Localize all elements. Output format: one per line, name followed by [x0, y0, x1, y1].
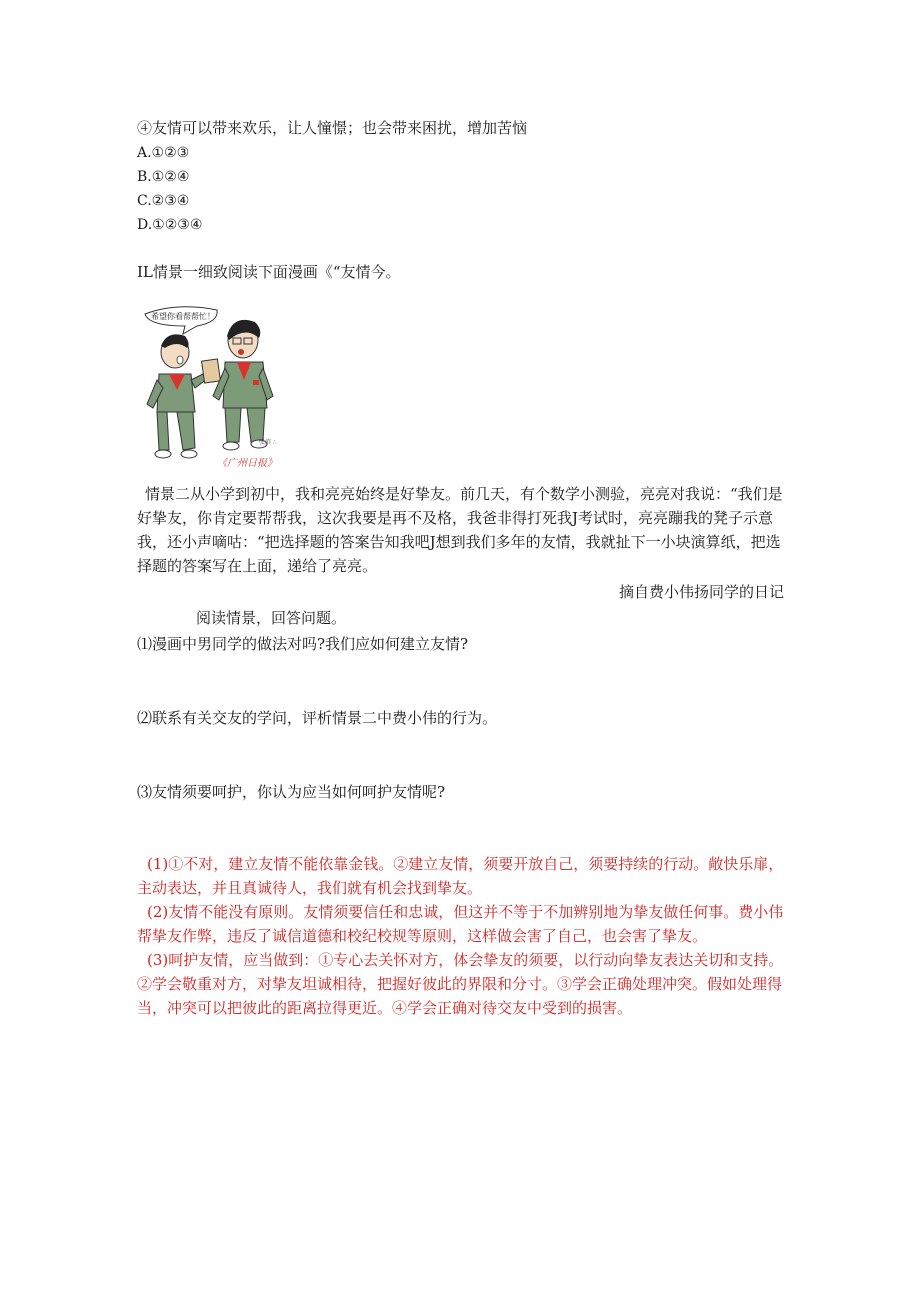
question-1: ⑴漫画中男同学的做法对吗?我们应如何建立友情? — [137, 635, 469, 653]
left-boy — [147, 334, 220, 458]
newspaper-watermark: 《广州日报》 — [217, 458, 277, 469]
diary-source: 摘自费小伟扬同学的日记 — [618, 583, 784, 601]
reading-instruction: 阅读情景，回答问题。 — [196, 609, 347, 627]
question-2: ⑵联系有关交友的学问，评析情景二中费小伟的行为。 — [137, 709, 498, 727]
friendship-comic — [137, 300, 285, 472]
artist-signature: 张滨 ∴ — [259, 439, 277, 446]
answer-key — [137, 852, 787, 1020]
right-boy — [213, 320, 273, 450]
answer-2: (2)友情不能没有原则。友情须要信任和忠诚，但这并不等于不加辨别地为挚友做任何事。费小伟帮挚友作弊，违反了诚信道德和校纪校规等原则，这样做会害了自己，也会害了挚友。 — [137, 903, 784, 945]
answer-1: (1)①不对，建立友情不能依靠金钱。②建立友情，须要开放自己，须要持续的行动。敞快乐扉，主动表达，并且真诚待人，我们就有机会找到挚友。 — [137, 855, 784, 897]
comic-illustration — [137, 300, 285, 472]
speech-text: 希望你看帮帮忙！ — [151, 312, 215, 321]
section-heading: IL情景一细致阅读下面漫画《“友情今。 — [137, 263, 401, 281]
option-a: A.①②③ — [137, 145, 190, 161]
answer-3: (3)呵护友情，应当做到：①专心去关怀对方，体会挚友的须要，以行动向挚友表达关切和支持。②学会敬重对方，对挚友坦诚相待，把握好彼此的界限和分寸。③学会正确处理冲突。假如处理得当，冲突可以把彼此的距离拉得更近。④学会正确对待交友中受到的损害。 — [137, 951, 784, 1017]
question-3: ⑶友情须要呵护，你认为应当如何呵护友情呢? — [137, 783, 446, 801]
statement-4: ④友情可以带来欢乐，让人憧憬；也会带来困扰，增加苦恼 — [137, 119, 528, 137]
scenario-two-text: 情景二从小学到初中，我和亮亮始终是好挚友。前几天，有个数学小测验，亮亮对我说：“我们是好挚友，你肯定要帮帮我，这次我要是再不及格，我爸非得打死我J考试时，亮亮蹦我的凳子示意我，还小声嘀咕：“把选择题的答案告知我吧J想到我们多年的友情，我就扯下一小块演算纸，把选择题的答案写在上面，递给了亮亮。 — [137, 485, 783, 575]
option-b: B.①②④ — [137, 169, 190, 185]
option-d: D.①②③④ — [137, 217, 203, 233]
scenario-two — [137, 482, 787, 578]
option-c: C.②③④ — [137, 193, 190, 209]
